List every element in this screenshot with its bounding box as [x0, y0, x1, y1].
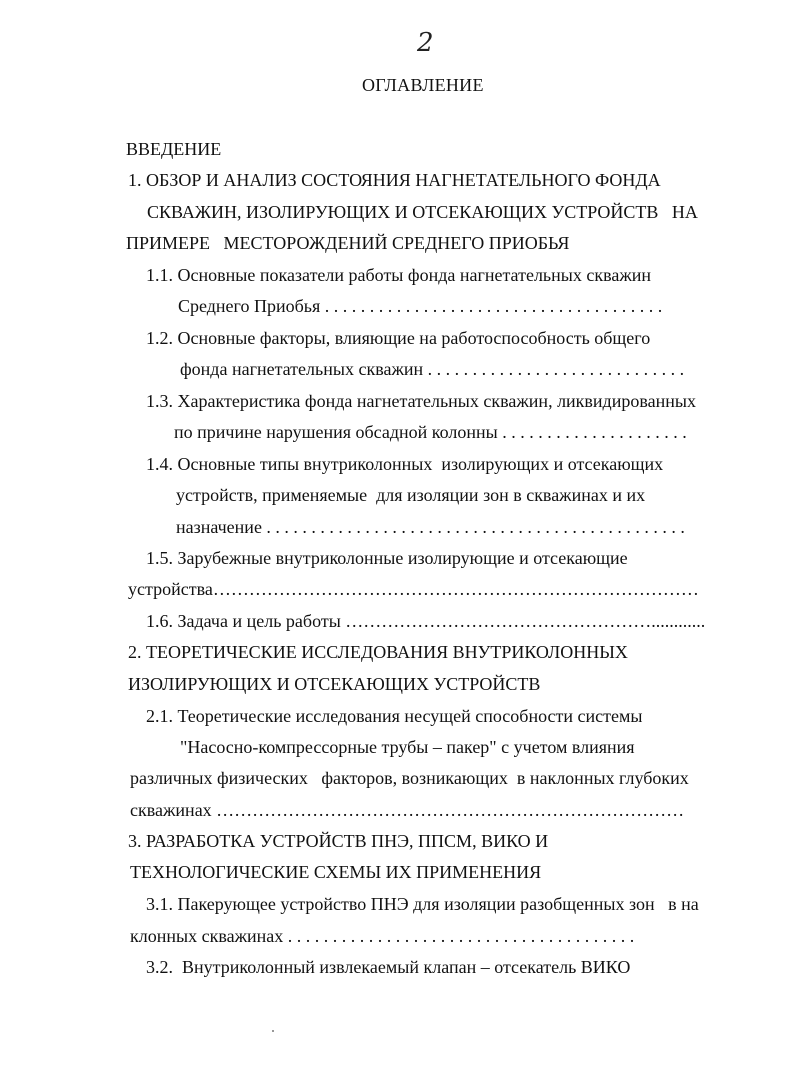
toc-section-3-1-cont: клонных скважинах . . . . . . . . . . . . . . . . . . . . . . . . . . . . . . . . . . . . . . .	[130, 926, 635, 946]
toc-section-1-2: 1.2. Основные факторы, влияющие на работоспособность общего	[146, 328, 651, 348]
toc-introduction: ВВЕДЕНИЕ	[126, 139, 222, 159]
toc-chapter-1-cont: СКВАЖИН, ИЗОЛИРУЮЩИХ И ОТСЕКАЮЩИХ УСТРОЙСТВ НА	[147, 202, 698, 222]
toc-section-3-2: 3.2. Внутриколонный извлекаемый клапан – отсекатель ВИКО	[146, 957, 631, 977]
toc-section-2-1-cont: скважинах ……………………………………………………………………	[130, 800, 685, 820]
toc-chapter-1: 1. ОБЗОР И АНАЛИЗ СОСТОЯНИЯ НАГНЕТАТЕЛЬНОГО ФОНДА	[128, 170, 661, 190]
toc-section-1-5: 1.5. Зарубежные внутриколонные изолирующие и отсекающие	[146, 548, 628, 568]
toc-chapter-1-cont: ПРИМЕРЕ МЕСТОРОЖДЕНИЙ СРЕДНЕГО ПРИОБЬЯ	[126, 233, 570, 253]
toc-section-1-6: 1.6. Задача и цель работы ……………………………………………............	[146, 611, 706, 631]
toc-section-3-1: 3.1. Пакерующее устройство ПНЭ для изоляции разобщенных зон в на	[146, 894, 699, 914]
toc-chapter-3: 3. РАЗРАБОТКА УСТРОЙСТВ ПНЭ, ППСМ, ВИКО И	[128, 831, 549, 851]
toc-section-1-4: 1.4. Основные типы внутриколонных изолирующих и отсекающих	[146, 454, 664, 474]
toc-section-1-1-cont: Среднего Приобья . . . . . . . . . . . . . . . . . . . . . . . . . . . . . . . . . . . . . .	[178, 296, 663, 316]
toc-section-1-3: 1.3. Характеристика фонда нагнетательных скважин, ликвидированных	[146, 391, 696, 411]
toc-section-1-4-cont: назначение . . . . . . . . . . . . . . . . . . . . . . . . . . . . . . . . . . . . . . . . . . . . . . .	[176, 517, 685, 537]
page-title: ОГЛАВЛЕНИЕ	[362, 75, 484, 95]
toc-section-2-1: 2.1. Теоретические исследования несущей способности системы	[146, 706, 643, 726]
scan-speck	[272, 1030, 274, 1032]
toc-chapter-2: 2. ТЕОРЕТИЧЕСКИЕ ИССЛЕДОВАНИЯ ВНУТРИКОЛОННЫХ	[128, 642, 628, 662]
toc-chapter-3-cont: ТЕХНОЛОГИЧЕСКИЕ СХЕМЫ ИХ ПРИМЕНЕНИЯ	[130, 862, 542, 882]
toc-section-1-4-cont: устройств, применяемые для изоляции зон в скважинах и их	[176, 485, 646, 505]
page-number: 2	[417, 28, 434, 58]
toc-section-1-5-cont: устройства………………………………………………………………………	[128, 579, 699, 599]
toc-section-1-1: 1.1. Основные показатели работы фонда нагнетательных скважин	[146, 265, 652, 285]
toc-section-2-1-cont: "Насосно-компрессорные трубы – пакер" с учетом влияния	[180, 737, 635, 757]
toc-section-1-3-cont: по причине нарушения обсадной колонны . . . . . . . . . . . . . . . . . . . . .	[174, 422, 687, 442]
toc-section-2-1-cont: различных физических факторов, возникающих в наклонных глубоких	[130, 768, 689, 788]
toc-section-1-2-cont: фонда нагнетательных скважин . . . . . . . . . . . . . . . . . . . . . . . . . . . . .	[180, 359, 685, 379]
toc-chapter-2-cont: ИЗОЛИРУЮЩИХ И ОТСЕКАЮЩИХ УСТРОЙСТВ	[128, 674, 541, 694]
